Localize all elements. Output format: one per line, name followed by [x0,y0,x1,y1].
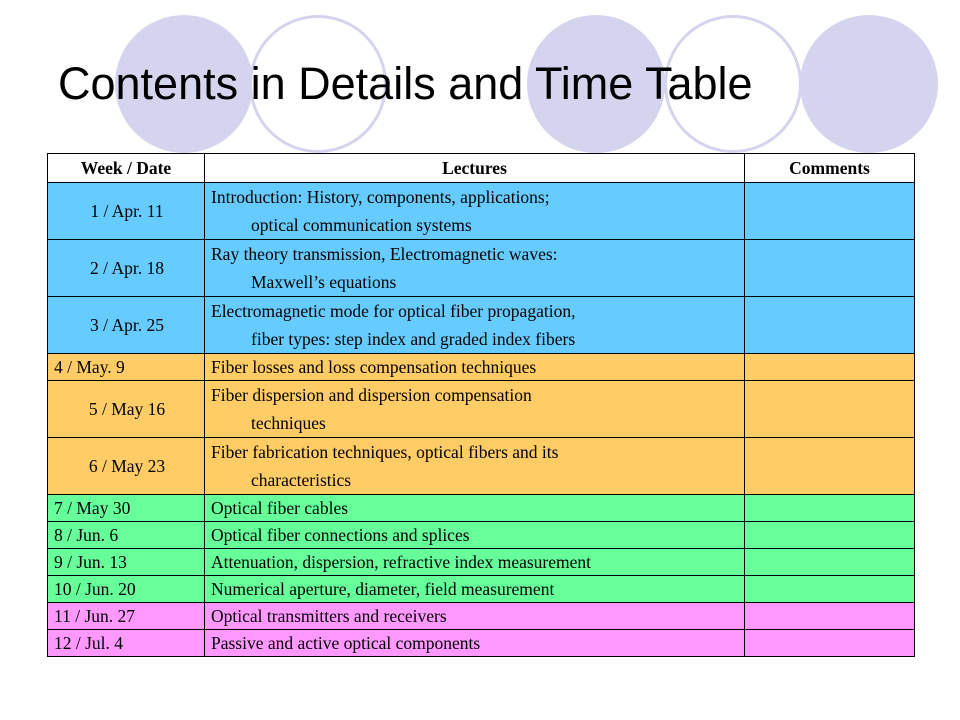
lecture-cell [205,183,745,240]
week-date-cell: 4 / May. 9 [48,354,205,381]
comment-cell [745,354,915,381]
week-date-cell: 1 / Apr. 11 [48,183,205,240]
comment-cell [745,576,915,603]
lecture-line-continued: Maxwell’s equations [251,272,397,292]
lecture-cell [205,438,745,495]
week-date-cell: 5 / May 16 [48,381,205,438]
lecture-cell [205,381,745,438]
week-date-cell: 9 / Jun. 13 [48,549,205,576]
schedule-table [47,153,915,657]
table-row [48,549,915,576]
comment-cell [745,549,915,576]
lecture-line-continued: characteristics [251,470,352,490]
week-date-cell: 10 / Jun. 20 [48,576,205,603]
lecture-cell [205,297,745,354]
slide-title: Contents in Details and Time Table [58,58,753,109]
week-date-cell: 3 / Apr. 25 [48,297,205,354]
table-header-row [48,154,915,183]
lecture-line: Introduction: History, components, applications; [211,187,550,207]
comment-cell [745,438,915,495]
lecture-cell: Optical fiber cables [205,495,745,522]
decorative-circle-icon [800,15,938,153]
lecture-cell: Optical transmitters and receivers [205,603,745,630]
week-date-cell: 2 / Apr. 18 [48,240,205,297]
lecture-line: Fiber dispersion and dispersion compensation [211,385,532,405]
table-row [48,240,915,297]
table-row [48,354,915,381]
lecture-line: Fiber fabrication techniques, optical fibers and its [211,442,559,462]
lecture-line: Electromagnetic mode for optical fiber propagation, [211,301,576,321]
column-header-lectures: Lectures [205,154,745,183]
comment-cell [745,495,915,522]
table-row [48,630,915,657]
comment-cell [745,183,915,240]
comment-cell [745,297,915,354]
week-date-cell: 7 / May 30 [48,495,205,522]
table-row [48,576,915,603]
table-row [48,603,915,630]
table-row [48,495,915,522]
comment-cell [745,381,915,438]
lecture-cell: Attenuation, dispersion, refractive index measurement [205,549,745,576]
column-header-comments: Comments [745,154,915,183]
lecture-line-continued: techniques [251,413,326,433]
lecture-line-continued: optical communication systems [251,215,472,235]
comment-cell [745,522,915,549]
table-row [48,522,915,549]
week-date-cell: 8 / Jun. 6 [48,522,205,549]
lecture-line: Ray theory transmission, Electromagnetic waves: [211,244,558,264]
comment-cell [745,603,915,630]
column-header-week-date: Week / Date [48,154,205,183]
comment-cell [745,630,915,657]
week-date-cell: 6 / May 23 [48,438,205,495]
lecture-cell: Optical fiber connections and splices [205,522,745,549]
lecture-cell [205,240,745,297]
lecture-cell: Fiber losses and loss compensation techniques [205,354,745,381]
table-row [48,438,915,495]
comment-cell [745,240,915,297]
table-row [48,381,915,438]
week-date-cell: 12 / Jul. 4 [48,630,205,657]
table-row [48,183,915,240]
lecture-line-continued: fiber types: step index and graded index fibers [251,329,576,349]
lecture-cell: Numerical aperture, diameter, field measurement [205,576,745,603]
lecture-cell: Passive and active optical components [205,630,745,657]
table-row [48,297,915,354]
week-date-cell: 11 / Jun. 27 [48,603,205,630]
